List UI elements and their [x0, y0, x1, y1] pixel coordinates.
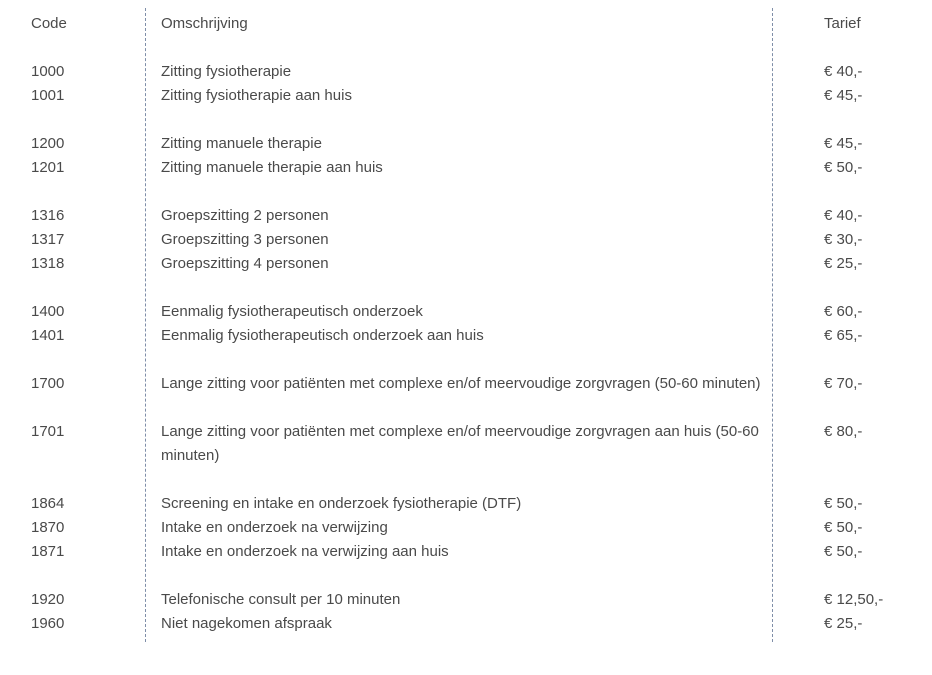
row-price: € 45,- [824, 135, 863, 152]
row-description: Niet nagekomen afspraak [161, 615, 332, 632]
row-price: € 50,- [824, 159, 863, 176]
header-code: Code [31, 15, 67, 32]
row-description: Zitting fysiotherapie aan huis [161, 87, 352, 104]
row-code: 1864 [31, 495, 65, 512]
row-description: Groepszitting 3 personen [161, 231, 329, 248]
row-price: € 60,- [824, 303, 863, 320]
row-description: Screening en intake en onderzoek fysiotherapie (DTF) [161, 495, 522, 512]
row-description: Eenmalig fysiotherapeutisch onderzoek [161, 303, 423, 320]
column-divider [145, 8, 146, 642]
row-description: Groepszitting 2 personen [161, 207, 329, 224]
row-description: Telefonische consult per 10 minuten [161, 591, 401, 608]
column-divider [772, 8, 773, 642]
row-description: Lange zitting voor patiënten met complexe en/of meervoudige zorgvragen aan huis (50-60 minuten) [161, 423, 759, 464]
row-price: € 50,- [824, 519, 863, 536]
row-code: 1920 [31, 591, 65, 608]
row-code: 1317 [31, 231, 65, 248]
row-description: Zitting manuele therapie [161, 135, 322, 152]
row-price: € 25,- [824, 255, 863, 272]
row-code: 1700 [31, 375, 65, 392]
row-code: 1201 [31, 159, 65, 176]
row-price: € 50,- [824, 495, 863, 512]
row-description: Intake en onderzoek na verwijzing [161, 519, 388, 536]
row-code: 1400 [31, 303, 65, 320]
row-description: Zitting manuele therapie aan huis [161, 159, 383, 176]
row-code: 1000 [31, 63, 65, 80]
row-description: Lange zitting voor patiënten met complexe en/of meervoudige zorgvragen (50-60 minuten) [161, 375, 761, 392]
row-price: € 40,- [824, 207, 863, 224]
row-price: € 45,- [824, 87, 863, 104]
row-code: 1316 [31, 207, 65, 224]
row-code: 1871 [31, 543, 65, 560]
header-description: Omschrijving [161, 15, 248, 32]
row-price: € 40,- [824, 63, 863, 80]
row-description: Groepszitting 4 personen [161, 255, 329, 272]
header-tariff: Tarief [824, 15, 861, 32]
row-code: 1960 [31, 615, 65, 632]
row-code: 1200 [31, 135, 65, 152]
row-price: € 30,- [824, 231, 863, 248]
row-code: 1701 [31, 423, 65, 440]
row-description: Eenmalig fysiotherapeutisch onderzoek aan huis [161, 327, 484, 344]
row-description: Zitting fysiotherapie [161, 63, 292, 80]
row-price: € 12,50,- [824, 591, 884, 608]
row-code: 1870 [31, 519, 65, 536]
row-code: 1001 [31, 87, 65, 104]
row-price: € 50,- [824, 543, 863, 560]
row-price: € 65,- [824, 327, 863, 344]
row-price: € 80,- [824, 423, 863, 440]
row-description: Intake en onderzoek na verwijzing aan huis [161, 543, 449, 560]
row-code: 1401 [31, 327, 65, 344]
row-price: € 25,- [824, 615, 863, 632]
row-price: € 70,- [824, 375, 863, 392]
row-code: 1318 [31, 255, 65, 272]
